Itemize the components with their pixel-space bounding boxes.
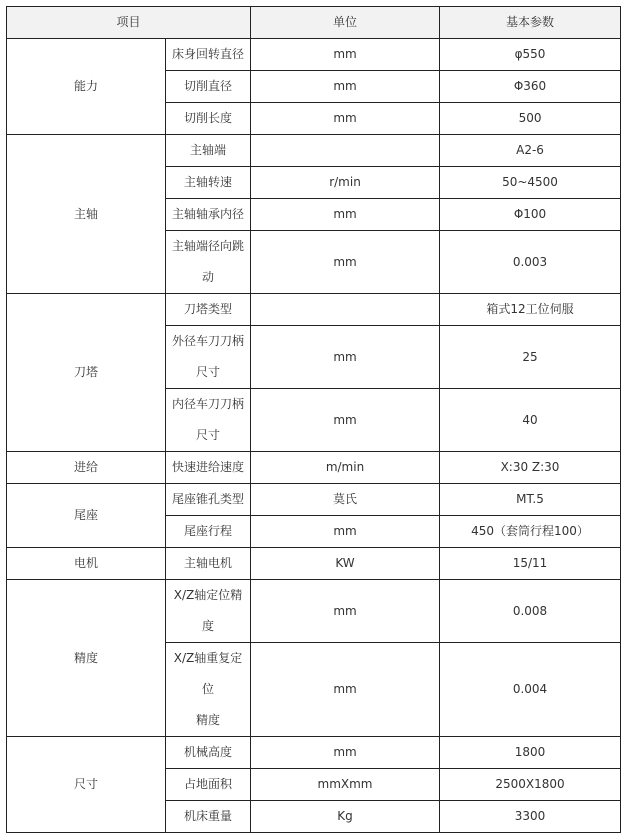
- param-label-line: X/Z轴定位精度: [173, 588, 243, 633]
- value-cell: 25: [440, 326, 621, 389]
- unit-cell: 莫氏: [251, 484, 440, 516]
- param-label-line: 精度: [196, 713, 221, 727]
- unit-cell: m/min: [251, 452, 440, 484]
- param-label: [166, 737, 251, 769]
- header-row: [7, 7, 621, 39]
- param-label-line: 主轴转速: [184, 175, 233, 189]
- value-cell: 40: [440, 389, 621, 452]
- spec-table: [6, 6, 621, 833]
- param-label-line: 尺寸: [196, 428, 221, 442]
- param-label-line: 主轴轴承内径: [172, 207, 245, 221]
- param-label-line: 主轴端径向跳: [172, 239, 245, 253]
- param-label: [166, 71, 251, 103]
- value-cell: 50~4500: [440, 167, 621, 199]
- value-cell: 0.008: [440, 580, 621, 643]
- unit-cell: mm: [251, 516, 440, 548]
- value-cell: 1800: [440, 737, 621, 769]
- group-label: 电机: [7, 548, 166, 580]
- group-label: 主轴: [7, 135, 166, 294]
- unit-cell: mm: [251, 199, 440, 231]
- param-label-line: 刀塔类型: [184, 302, 233, 316]
- value-cell: 450（套筒行程100）: [440, 516, 621, 548]
- group-label: 精度: [7, 580, 166, 737]
- value-cell: A2-6: [440, 135, 621, 167]
- unit-cell: mm: [251, 71, 440, 103]
- param-label-line: 机械高度: [184, 745, 233, 759]
- unit-cell: mm: [251, 580, 440, 643]
- unit-cell: [251, 294, 440, 326]
- unit-cell: r/min: [251, 167, 440, 199]
- param-label: [166, 294, 251, 326]
- unit-cell: mm: [251, 103, 440, 135]
- param-label: [166, 769, 251, 801]
- table-row: [7, 737, 621, 769]
- param-label-line: 快速进给速度: [172, 460, 245, 474]
- param-label: [166, 801, 251, 833]
- group-label: 刀塔: [7, 294, 166, 452]
- group-label: 能力: [7, 39, 166, 135]
- param-label: [166, 167, 251, 199]
- value-cell: X:30 Z:30: [440, 452, 621, 484]
- param-label-line: 外径车刀刀柄: [172, 334, 245, 348]
- param-label: [166, 389, 251, 452]
- param-label: [166, 326, 251, 389]
- table-row: [7, 294, 621, 326]
- value-cell: 500: [440, 103, 621, 135]
- param-label: [166, 452, 251, 484]
- param-label: [166, 643, 251, 737]
- unit-cell: mm: [251, 39, 440, 71]
- unit-cell: Kg: [251, 801, 440, 833]
- value-cell: 箱式12工位伺服: [440, 294, 621, 326]
- unit-cell: mm: [251, 389, 440, 452]
- param-label-line: 机床重量: [184, 809, 233, 823]
- param-label-line: 床身回转直径: [172, 47, 245, 61]
- table-row: [7, 484, 621, 516]
- unit-cell: KW: [251, 548, 440, 580]
- param-label-line: 占地面积: [184, 777, 233, 791]
- group-label: 尺寸: [7, 737, 166, 833]
- value-cell: 0.004: [440, 643, 621, 737]
- param-label: [166, 548, 251, 580]
- unit-cell: mm: [251, 643, 440, 737]
- param-label: [166, 39, 251, 71]
- param-label-line: 主轴电机: [184, 556, 233, 570]
- value-cell: Φ100: [440, 199, 621, 231]
- param-label-line: 切削直径: [184, 79, 233, 93]
- param-label-line: X/Z轴重复定位: [173, 651, 243, 696]
- group-label: 进给: [7, 452, 166, 484]
- param-label: [166, 199, 251, 231]
- header-param: 基本参数: [440, 7, 621, 39]
- param-label-line: 尾座行程: [184, 524, 233, 538]
- param-label: [166, 484, 251, 516]
- unit-cell: mmXmm: [251, 769, 440, 801]
- value-cell: 15/11: [440, 548, 621, 580]
- table-row: [7, 135, 621, 167]
- unit-cell: mm: [251, 231, 440, 294]
- param-label-line: 尾座锥孔类型: [172, 492, 245, 506]
- value-cell: φ550: [440, 39, 621, 71]
- value-cell: MT.5: [440, 484, 621, 516]
- table-row: [7, 580, 621, 643]
- unit-cell: mm: [251, 326, 440, 389]
- param-label: [166, 231, 251, 294]
- unit-cell: mm: [251, 737, 440, 769]
- value-cell: Φ360: [440, 71, 621, 103]
- header-item: 项目: [7, 7, 251, 39]
- param-label: [166, 580, 251, 643]
- param-label-line: 切削长度: [184, 111, 233, 125]
- spec-body: [7, 39, 621, 833]
- group-label: 尾座: [7, 484, 166, 548]
- table-row: [7, 39, 621, 71]
- param-label-line: 动: [202, 270, 215, 284]
- param-label-line: 内径车刀刀柄: [172, 397, 245, 411]
- param-label-line: 尺寸: [196, 365, 221, 379]
- value-cell: 3300: [440, 801, 621, 833]
- param-label: [166, 135, 251, 167]
- table-row: [7, 452, 621, 484]
- table-row: [7, 548, 621, 580]
- param-label: [166, 516, 251, 548]
- value-cell: 2500X1800: [440, 769, 621, 801]
- value-cell: 0.003: [440, 231, 621, 294]
- unit-cell: [251, 135, 440, 167]
- header-unit: 单位: [251, 7, 440, 39]
- param-label: [166, 103, 251, 135]
- param-label-line: 主轴端: [190, 143, 227, 157]
